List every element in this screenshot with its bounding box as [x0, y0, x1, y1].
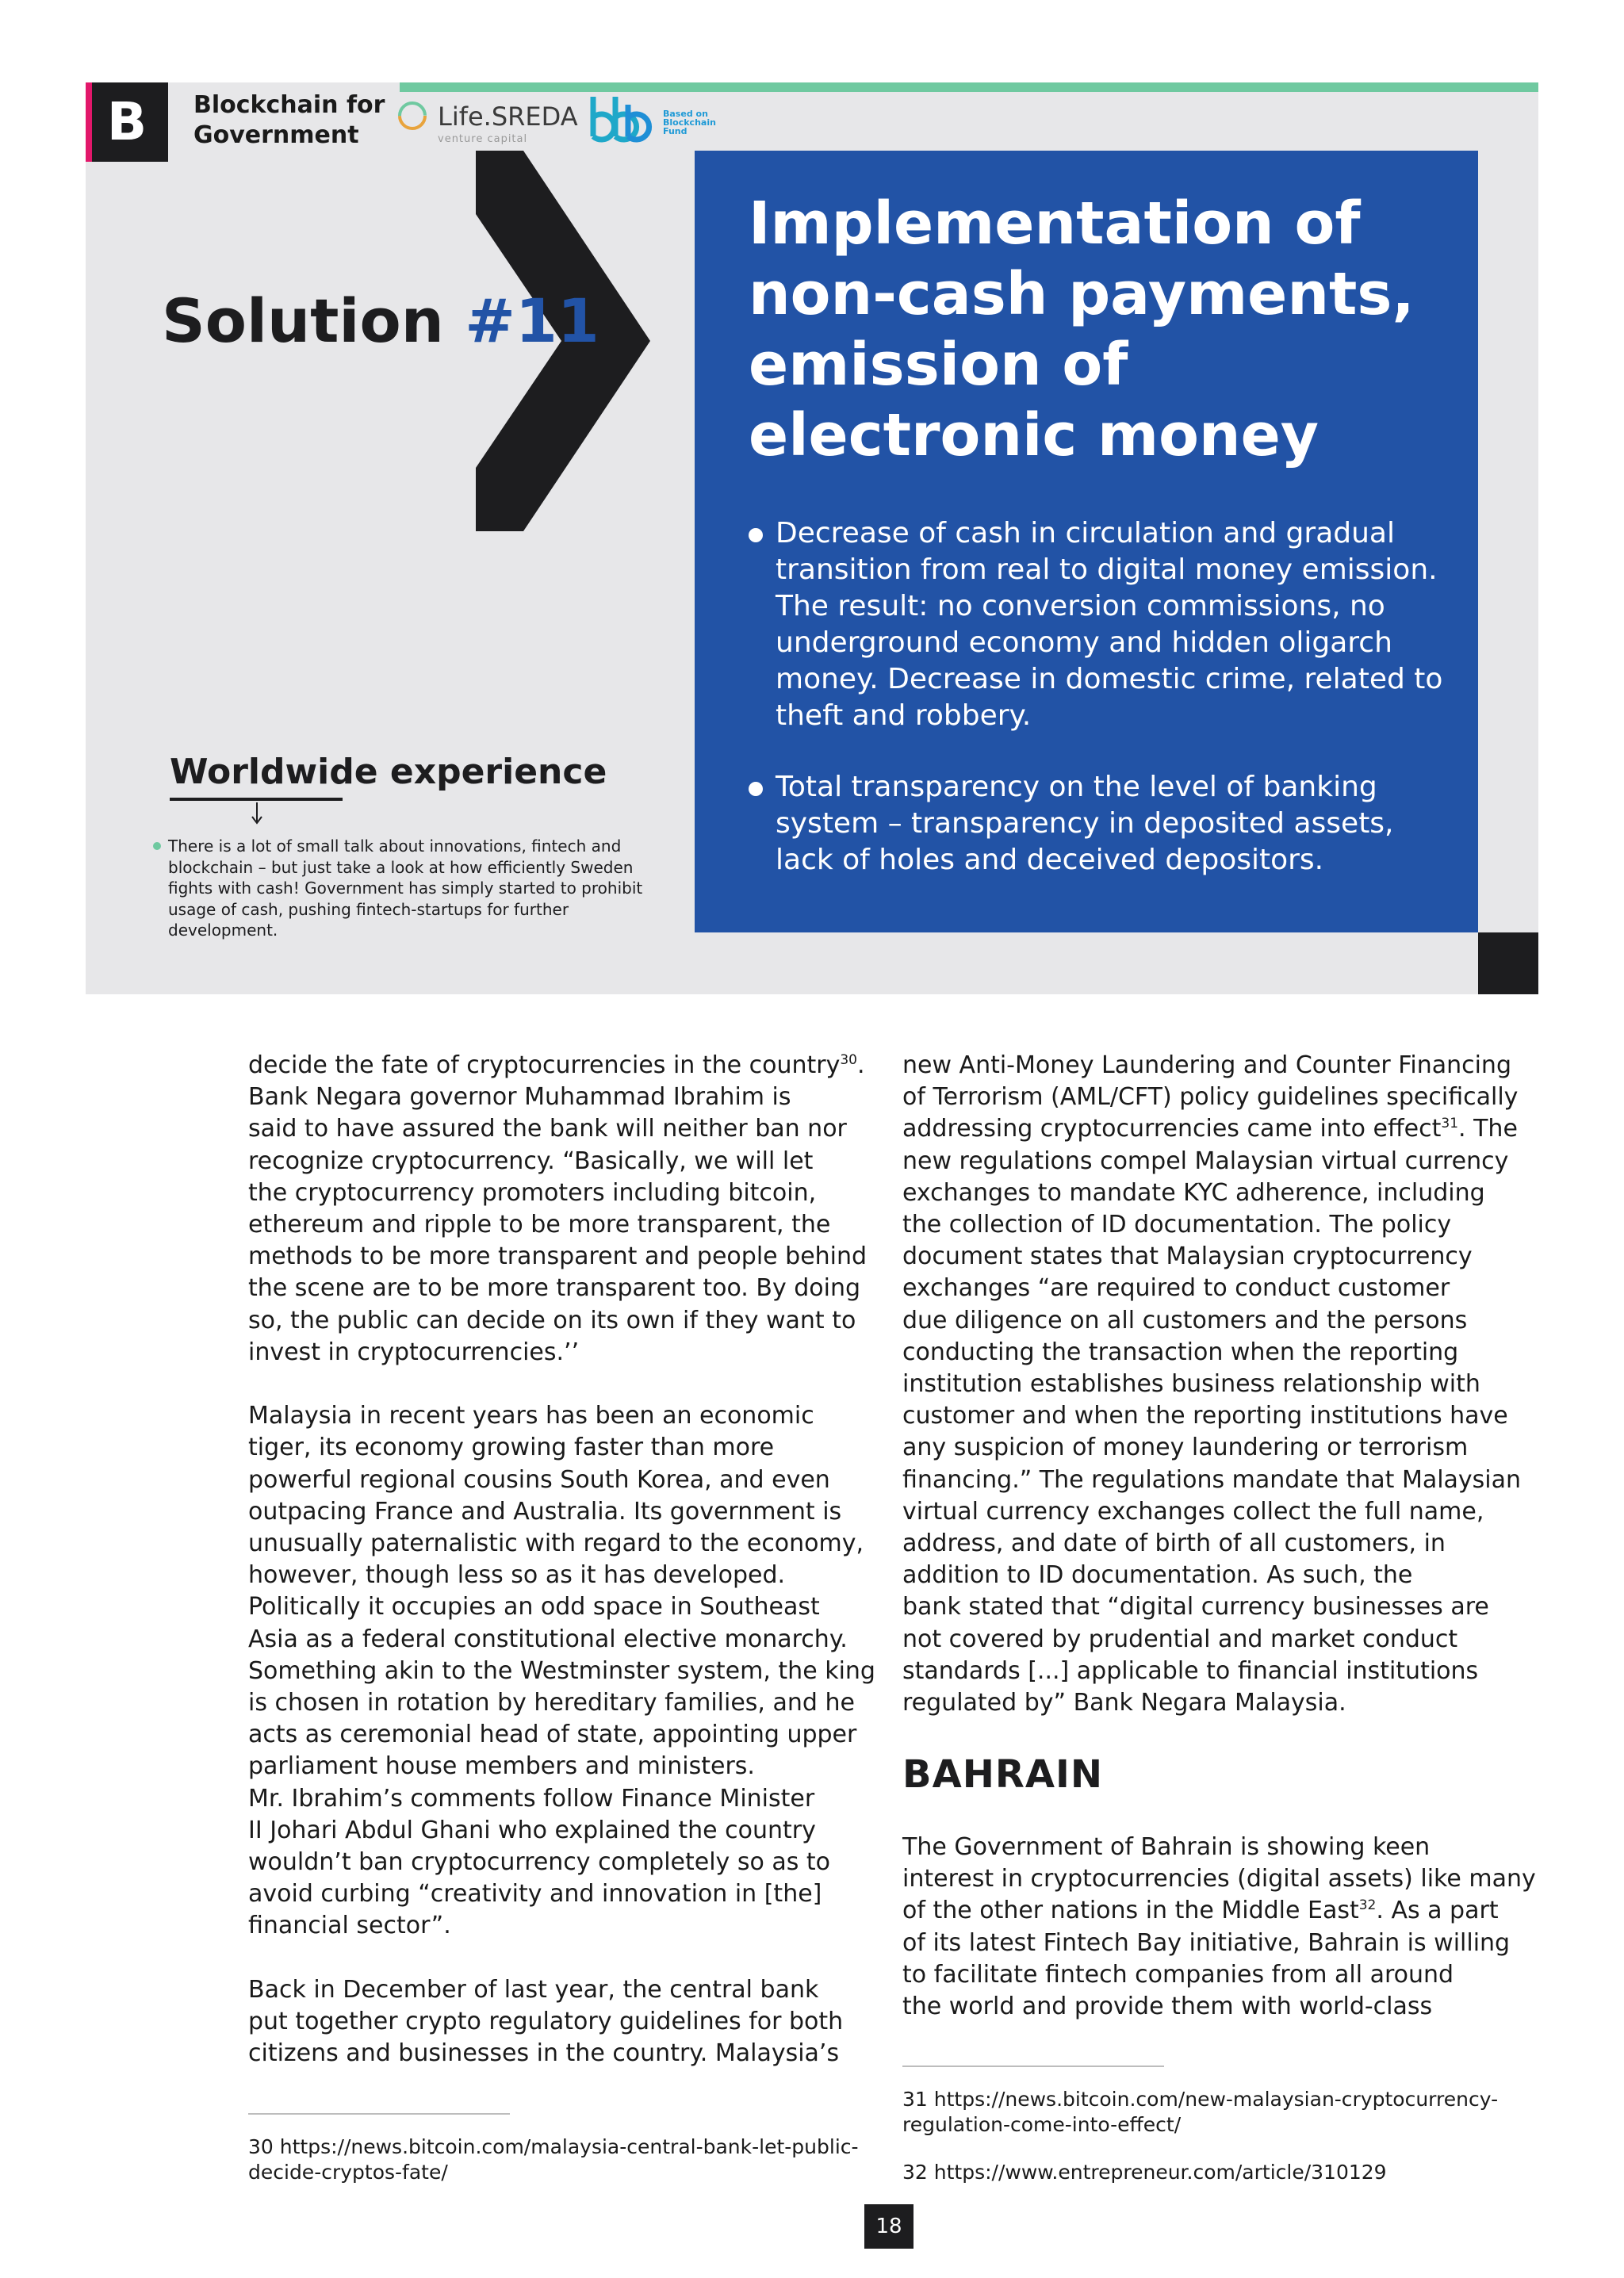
col1-paragraph: Malaysia in recent years has been an economic tiger, its economy growing faster than more powerful regional cousins South Korea, and even outpacing France and Australia. Its government is unusually paternalistic with regard to the economy, however, though less so as it has developed. Politically it occupies an odd space in Southeast Asia as a federal constitutional elective monarchy. Something akin to the Westminster system, the king is chosen in rotation by hereditary families, and he acts as ceremonial head of state, appointing upper parliament house members and ministers. Mr. Ibrahim’s comments follow Finance Minister II Johari Abdul Ghani who explained the country wouldn’t ban cryptocurrency completely so as to avoid curbing “creativity and innovation in [the] financial sector”.	[248, 1402, 875, 1940]
bullet-dot	[749, 782, 763, 796]
bbf-text: Based on Blockchain Fund	[663, 109, 716, 136]
col2-text: . As a part of its latest Fintech Bay initiative, Bahrain is willing to facilitate fintech companies from all around the world and provide them with world-class	[902, 1897, 1511, 2021]
arrow-down-icon	[249, 801, 265, 826]
col2-text: new Anti-Money Laundering and Counter Financing of Terrorism (AML/CFT) policy guidelines specifically addressing cryptocurrencies came into effect	[902, 1051, 1519, 1143]
page-number: 18	[864, 2204, 914, 2249]
col2-text: . The new regulations compel Malaysian virtual currency exchanges to mandate KYC adherence, including the collection of ID documentation. The policy document states that Malaysian cryptocurrency exchanges “are required to conduct customer due diligence on all customers and the persons conducting the transaction when the reporting institution establishes business relationship with customer and when the reporting institutions have any suspicion of money laundering or terrorism financing.” The regulations mandate that Malaysian virtual currency exchanges collect the full name, address, and date of birth of all customers, in addition to ID documentation. As such, the bank stated that “digital currency businesses are not covered by prudential and market conduct standards [...] applicable to financial institutions regulated by” Bank Negara Malaysia.	[902, 1115, 1522, 1717]
body-column-left	[248, 1050, 891, 2070]
corner-square	[1478, 932, 1538, 994]
col2-text: The Government of Bahrain is showing keen interest in cryptocurrencies (digital assets) like many of the other nations in the Middle East	[902, 1833, 1536, 1925]
life-sreda-name: Life.SREDA	[438, 101, 578, 132]
footnote-ref-31: 31	[1441, 1116, 1459, 1132]
bahrain-heading: BAHRAIN	[902, 1752, 1104, 1797]
solution-bullet	[749, 515, 1446, 734]
footnote-divider	[248, 2113, 510, 2115]
footnote-ref-30: 30	[840, 1052, 857, 1068]
footnote-32: 32 https://www.entrepreneur.com/article/310129	[902, 2161, 1387, 2184]
badge-letter: B	[106, 91, 147, 152]
worldwide-bullet-dot	[153, 842, 161, 850]
solution-bullet	[749, 769, 1446, 879]
life-sreda-logo-icon	[396, 100, 428, 132]
worldwide-title: Worldwide experience	[170, 752, 607, 792]
solution-title: Implementation of non-cash payments, emission of electronic money	[749, 190, 1415, 469]
bahrain-paragraph	[902, 1832, 1546, 2023]
col1-text: decide the fate of cryptocurrencies in the country	[248, 1051, 841, 1079]
footnote-30: 30 https://news.bitcoin.com/malaysia-central-bank-let-public- decide-cryptos-fate/	[248, 2135, 859, 2184]
footnote-31: 31 https://news.bitcoin.com/new-malaysian-cryptocurrency- regulation-come-into-effect/	[902, 2088, 1499, 2136]
bullet-text: Decrease of cash in circulation and gradual transition from real to digital money emission. The result: no conversion commissions, no underground economy and hidden oligarch money. Decrease in domestic crime, related to theft and robbery.	[776, 517, 1443, 732]
section-badge	[86, 82, 168, 162]
accent-line	[400, 82, 1538, 92]
bullet-text: Total transparency on the level of banking system – transparency in deposited assets, lack of holes and deceived depositors.	[776, 771, 1394, 876]
life-sreda-subtitle: venture capital	[438, 133, 528, 145]
bullet-dot	[749, 528, 763, 542]
solution-heading	[162, 285, 599, 356]
col1-text: . Bank Negara governor Muhammad Ibrahim is said to have assured the bank will neither ban nor recognize cryptocurrency. “Basically, we will let the cryptocurrency promoters including bitcoin, ethereum and ripple to be more transparent, the methods to be more transparent and people behind the scene are to be more transparent too. By doing so, the public can decide on its own if they want to invest in cryptocurrencies.’’	[248, 1051, 868, 1366]
bbf-logo-icon	[588, 94, 657, 149]
body-column-right	[902, 1050, 1546, 1719]
solution-number: #11	[465, 285, 599, 356]
col1-paragraph: Back in December of last year, the central bank put together crypto regulatory guidelines for both citizens and businesses in the country. Malaysia’s	[248, 1975, 844, 2068]
worldwide-text: There is a lot of small talk about innovations, fintech and blockchain – but just take a look at how efficiently Sweden fights with cash! Government has simply started to prohibit usage of cash, pushing fintech-startups for further development.	[168, 837, 643, 940]
footnote-divider	[902, 2066, 1164, 2067]
solution-label: Solution	[162, 285, 444, 356]
brand-title: Blockchain for Government	[193, 91, 385, 149]
footnote-ref-32: 32	[1358, 1897, 1377, 1914]
